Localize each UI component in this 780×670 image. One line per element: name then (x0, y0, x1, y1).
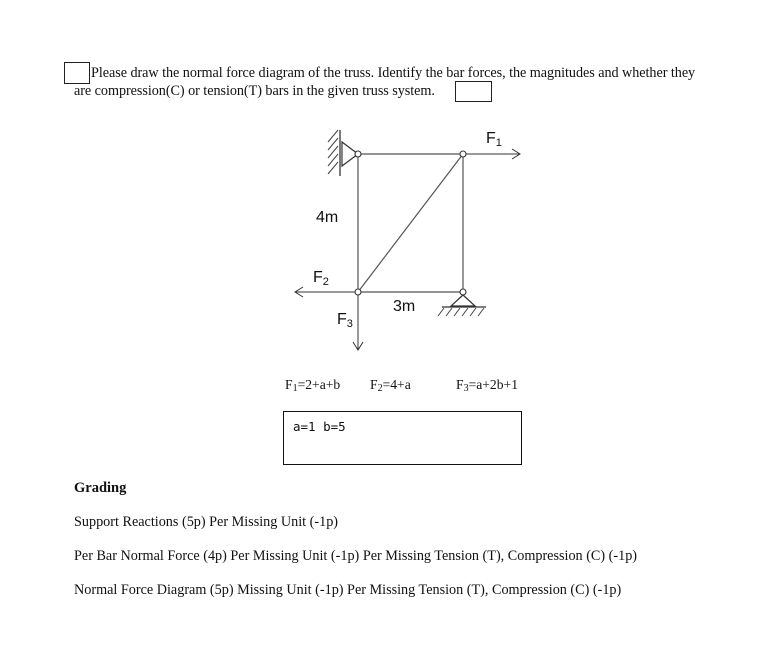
formula-f2-main: F (370, 377, 378, 392)
node-bottom-right (460, 289, 466, 295)
label-f2-main: F (313, 269, 323, 286)
member-diagonal (358, 154, 463, 292)
label-f2-sub: 2 (322, 276, 329, 288)
label-f2 (313, 269, 329, 288)
formula-f3-sub: 3 (463, 383, 469, 394)
formula-f1-sub: 1 (292, 383, 298, 394)
params-text: a=1 b=5 (293, 419, 346, 434)
params-box[interactable] (283, 411, 522, 465)
label-f1-main: F (486, 130, 496, 147)
label-height-4m: 4m (316, 209, 339, 226)
label-f3-main: F (337, 311, 347, 328)
formula-f3-main: F (456, 377, 464, 392)
truss-diagram (280, 120, 550, 360)
node-top-left (355, 151, 361, 157)
grading-line-1: Support Reactions (5p) Per Missing Unit (-1p) (74, 514, 339, 530)
question-checkbox-start[interactable] (64, 62, 90, 84)
formula-f2-sub: 2 (377, 383, 383, 394)
formula-f1 (285, 377, 340, 394)
grading-heading: Grading (74, 480, 127, 496)
formula-f3 (456, 377, 518, 394)
formula-f1-main: F (285, 377, 293, 392)
grading-line-3: Normal Force Diagram (5p) Missing Unit (-1p) Per Missing Tension (T), Compression (C) (-1p) (74, 582, 622, 598)
node-bottom-left (355, 289, 361, 295)
question-line-1: Please draw the normal force diagram of the truss. Identify the bar forces, the magnitudes and whether they (91, 65, 696, 81)
label-f3 (337, 311, 353, 330)
label-width-3m: 3m (393, 298, 416, 315)
question-checkbox-end[interactable] (455, 81, 492, 102)
formula-f2-expr: =4+a (382, 377, 411, 392)
ground-hatch (438, 308, 484, 316)
node-top-right (460, 151, 466, 157)
question-line-2: are compression(C) or tension(T) bars in the given truss system. (74, 83, 435, 99)
grading-line-2: Per Bar Normal Force (4p) Per Missing Unit (-1p) Per Missing Tension (T), Compression (C) (-1p) (74, 548, 638, 564)
formula-f1-expr: =2+a+b (297, 377, 341, 392)
label-f1 (486, 130, 502, 149)
formula-f2 (370, 377, 411, 394)
label-f1-sub: 1 (495, 137, 502, 149)
ground-pin-support (451, 295, 475, 306)
label-f3-sub: 3 (346, 318, 353, 330)
wall-support-hatch (328, 130, 338, 174)
formula-f3-expr: =a+2b+1 (468, 377, 518, 392)
